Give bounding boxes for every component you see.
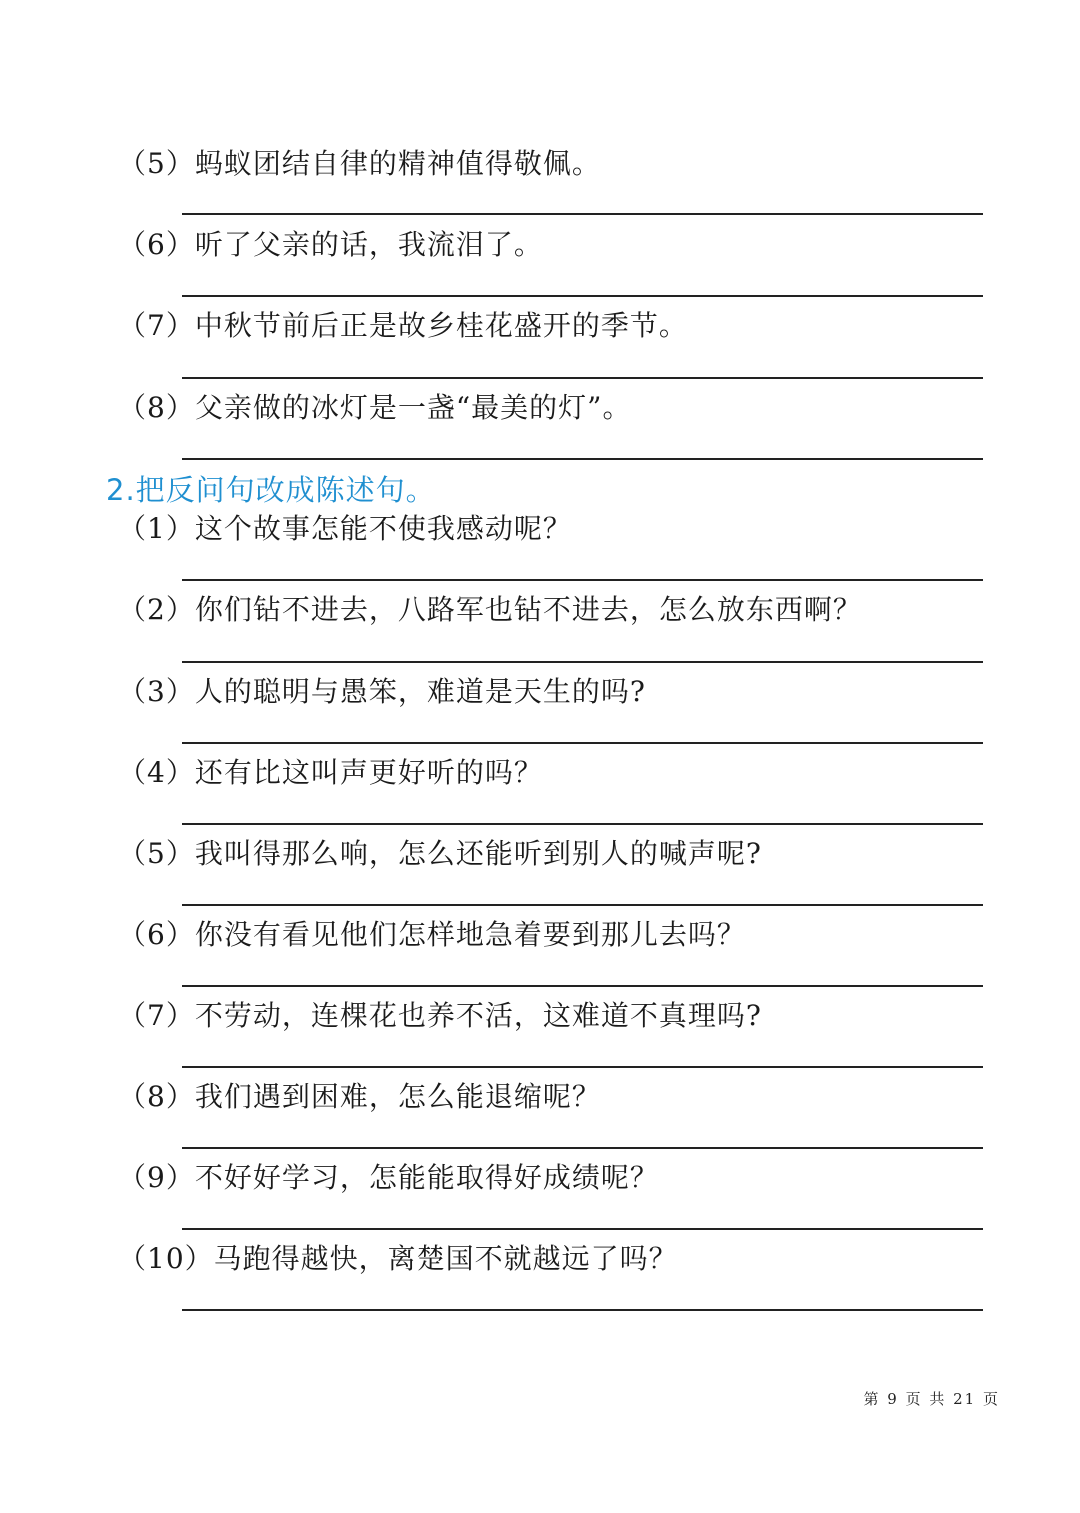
- section-title: 2.把反问句改成陈述句。: [106, 472, 436, 507]
- answer-line[interactable]: [182, 579, 983, 581]
- question-text: 我们遇到困难，怎么能退缩呢？: [194, 1080, 601, 1113]
- question-item: [118, 911, 746, 955]
- page-number: 第 9 页 共 21 页: [863, 1390, 1000, 1408]
- answer-line[interactable]: [182, 1147, 983, 1149]
- question-number: （6）: [118, 228, 195, 261]
- answer-line[interactable]: [182, 985, 983, 987]
- answer-line[interactable]: [182, 742, 983, 744]
- question-item: [118, 221, 543, 265]
- answer-line[interactable]: [182, 1066, 983, 1068]
- question-number: （9）: [118, 1161, 195, 1194]
- question-text: 中秋节前后正是故乡桂花盛开的季节。: [194, 309, 688, 342]
- question-text: 蚂蚁团结自律的精神值得敬佩。: [194, 147, 601, 180]
- answer-line[interactable]: [182, 1228, 983, 1230]
- question-number: （6）: [118, 918, 195, 951]
- question-text: 还有比这叫声更好听的吗？: [194, 756, 543, 789]
- question-number: （10）: [118, 1242, 214, 1275]
- answer-line[interactable]: [182, 823, 983, 825]
- question-number: （2）: [118, 593, 195, 626]
- question-item: [118, 1235, 678, 1279]
- question-item: [118, 992, 762, 1036]
- question-item: [118, 1154, 659, 1198]
- answer-line[interactable]: [182, 213, 983, 215]
- question-text: 这个故事怎能不使我感动呢？: [194, 512, 572, 545]
- question-item: [118, 1073, 601, 1117]
- question-text: 父亲做的冰灯是一盏“最美的灯”。: [194, 391, 632, 424]
- question-text: 不劳动，连棵花也养不活，这难道不真理吗?: [194, 999, 762, 1032]
- question-item: [118, 505, 572, 549]
- question-item: [118, 749, 543, 793]
- question-number: （5）: [118, 147, 195, 180]
- question-number: （5）: [118, 837, 195, 870]
- question-number: （7）: [118, 309, 195, 342]
- question-text: 我叫得那么响，怎么还能听到别人的喊声呢?: [194, 837, 762, 870]
- question-number: （8）: [118, 1080, 195, 1113]
- question-item: [118, 586, 862, 630]
- question-item: [118, 302, 688, 346]
- question-text: 不好好学习，怎能能取得好成绩呢？: [194, 1161, 659, 1194]
- answer-line[interactable]: [182, 1309, 983, 1311]
- question-number: （8）: [118, 391, 195, 424]
- question-text: 你没有看见他们怎样地急着要到那儿去吗？: [194, 918, 746, 951]
- question-text: 马跑得越快，离楚国不就越远了吗？: [213, 1242, 678, 1275]
- question-text: 听了父亲的话，我流泪了。: [194, 228, 543, 261]
- question-item: [118, 384, 631, 428]
- answer-line[interactable]: [182, 458, 983, 460]
- question-item: [118, 668, 646, 712]
- question-number: （4）: [118, 756, 195, 789]
- question-number: （1）: [118, 512, 195, 545]
- question-text: 你们钻不进去，八路军也钻不进去，怎么放东西啊？: [194, 593, 862, 626]
- answer-line[interactable]: [182, 661, 983, 663]
- question-number: （7）: [118, 999, 195, 1032]
- question-number: （3）: [118, 675, 195, 708]
- answer-line[interactable]: [182, 295, 983, 297]
- question-text: 人的聪明与愚笨，难道是天生的吗?: [194, 675, 646, 708]
- answer-line[interactable]: [182, 904, 983, 906]
- question-item: [118, 830, 762, 874]
- answer-line[interactable]: [182, 377, 983, 379]
- question-item: [118, 140, 601, 184]
